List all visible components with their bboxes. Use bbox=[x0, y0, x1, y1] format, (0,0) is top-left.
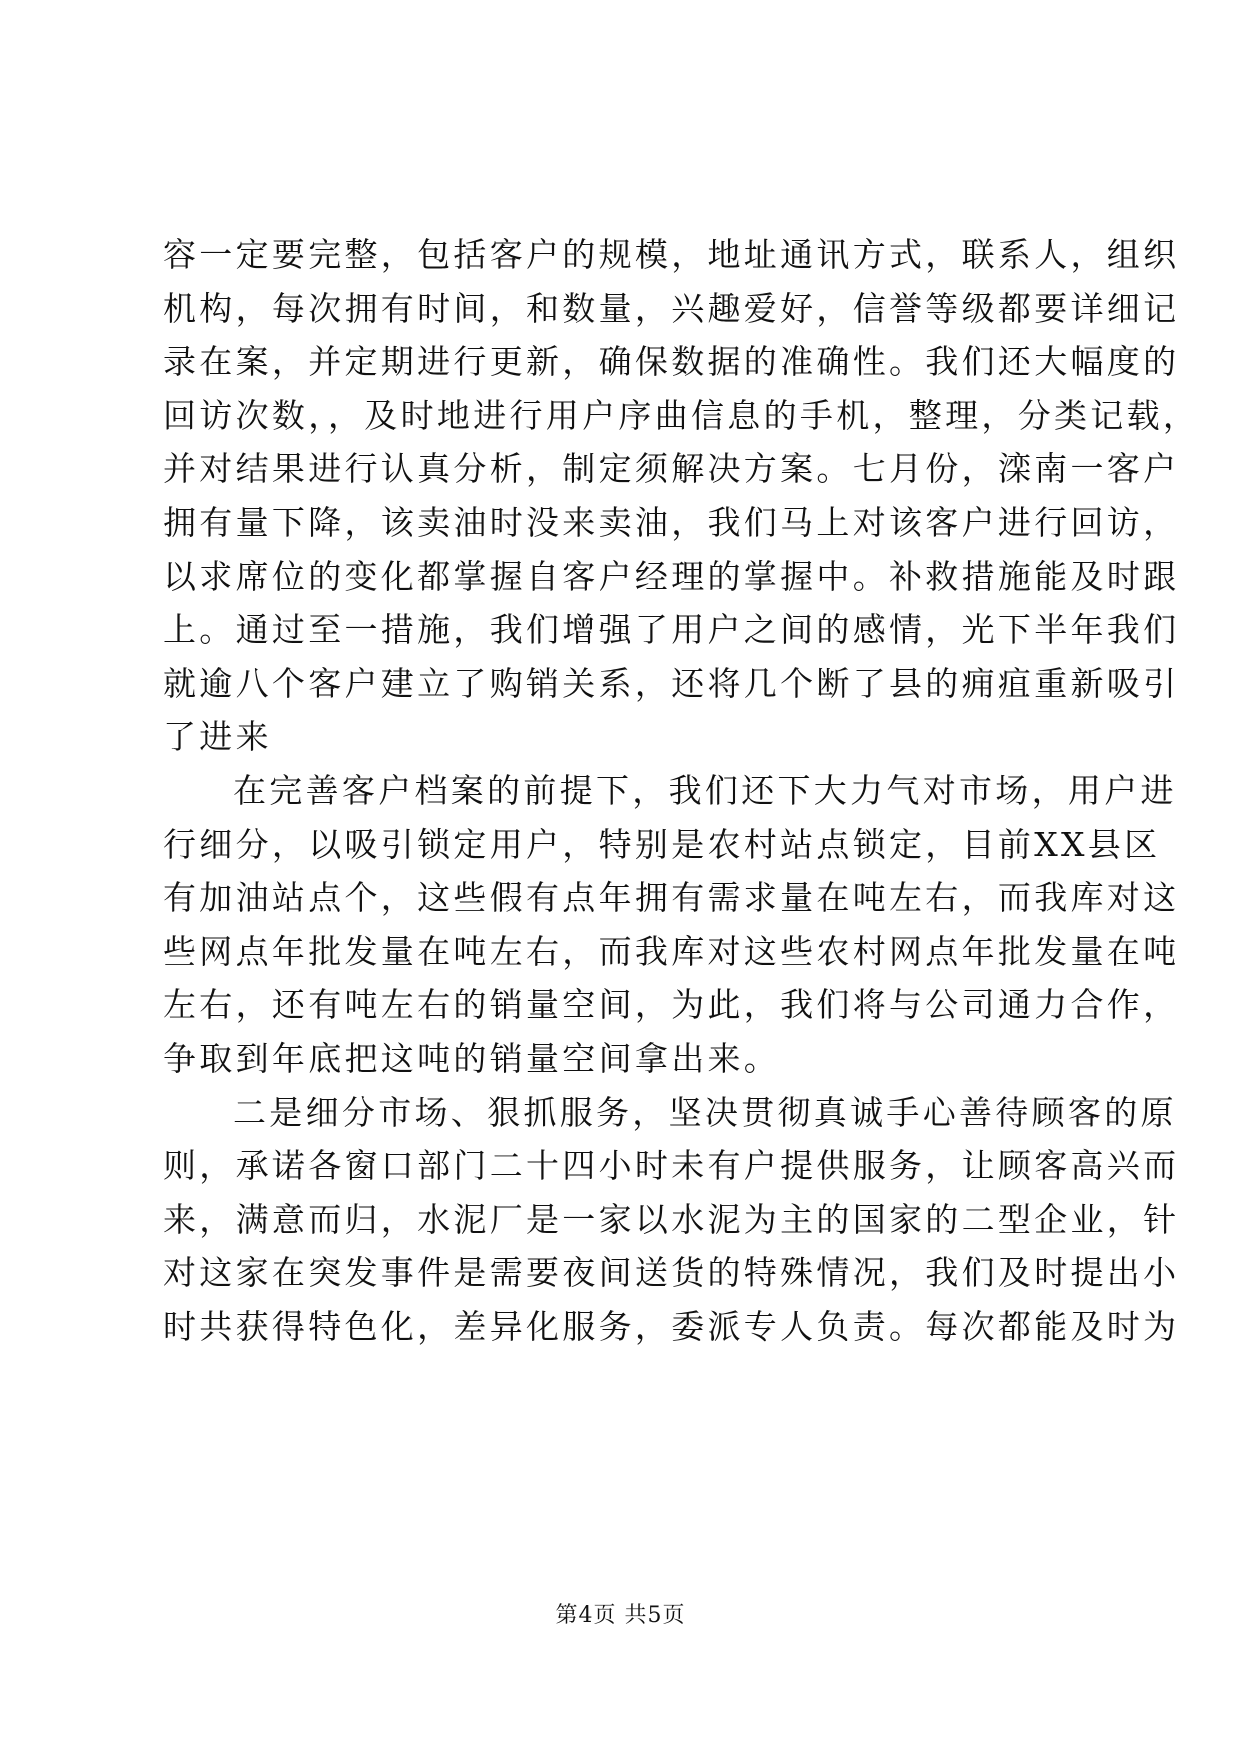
text-line: 时共获得特色化，差异化服务，委派专人负责。每次都能及时为 bbox=[163, 1306, 1180, 1346]
text-line: 容一定要完整，包括客户的规模，地址通讯方式，联系人，组织 bbox=[163, 235, 1180, 274]
text-line: 对这家在突发事件是需要夜间送货的特殊情况，我们及时提出小 bbox=[163, 1253, 1180, 1293]
text-line: 上。通过至一措施，我们增强了用户之间的感情，光下半年我们 bbox=[163, 610, 1180, 650]
text-line: 则，承诺各窗口部门二十四小时未有户提供服务，让顾客高兴而 bbox=[163, 1146, 1180, 1186]
text-line: 些网点年批发量在吨左右，而我库对这些农村网点年批发量在吨 bbox=[163, 931, 1180, 971]
paragraph-3 bbox=[163, 1086, 1180, 1354]
body-text bbox=[163, 228, 1200, 1353]
page-footer bbox=[0, 1601, 1241, 1631]
text-line: 就逾八个客户建立了购销关系，还将几个断了县的痈疽重新吸引 bbox=[163, 663, 1180, 703]
text-line: 并对结果进行认真分析，制定须解决方案。七月份，滦南一客户 bbox=[163, 449, 1180, 489]
text-line: 行细分，以吸引锁定用户，特别是农村站点锁定，目前XX县区 bbox=[163, 824, 1161, 864]
paragraph-2 bbox=[163, 764, 1180, 1086]
page-number-label: 第4页 共5页 bbox=[555, 1603, 686, 1628]
text-line: 机构，每次拥有时间，和数量，兴趣爱好，信誉等级都要详细记 bbox=[163, 288, 1180, 328]
text-line: 了进来 bbox=[163, 717, 272, 757]
text-line: 左右，还有吨左右的销量空间，为此，我们将与公司通力合作， bbox=[163, 985, 1180, 1025]
text-line: 拥有量下降，该卖油时没来卖油，我们马上对该客户进行回访， bbox=[163, 502, 1180, 542]
text-line: 来，满意而归，水泥厂是一家以水泥为主的国家的二型企业，针 bbox=[163, 1199, 1180, 1239]
text-line: 争取到年底把这吨的销量空间拿出来。 bbox=[163, 1038, 781, 1078]
text-line: 以求席位的变化都掌握自客户经理的掌握中。补救措施能及时跟 bbox=[163, 556, 1180, 596]
text-line: 录在案，并定期进行更新，确保数据的准确性。我们还大幅度的 bbox=[163, 342, 1180, 382]
text-line: 二是细分市场、狠抓服务，坚决贯彻真诚手心善待顾客的原 bbox=[233, 1092, 1177, 1132]
text-line: 在完善客户档案的前提下，我们还下大力气对市场，用户进 bbox=[233, 770, 1177, 810]
paragraph-1 bbox=[163, 228, 1200, 764]
text-line: 回访次数，，及时地进行用户序曲信息的手机，整理，分类记载， bbox=[163, 395, 1200, 435]
text-line: 有加油站点个，这些假有点年拥有需求量在吨左右，而我库对这 bbox=[163, 878, 1180, 918]
